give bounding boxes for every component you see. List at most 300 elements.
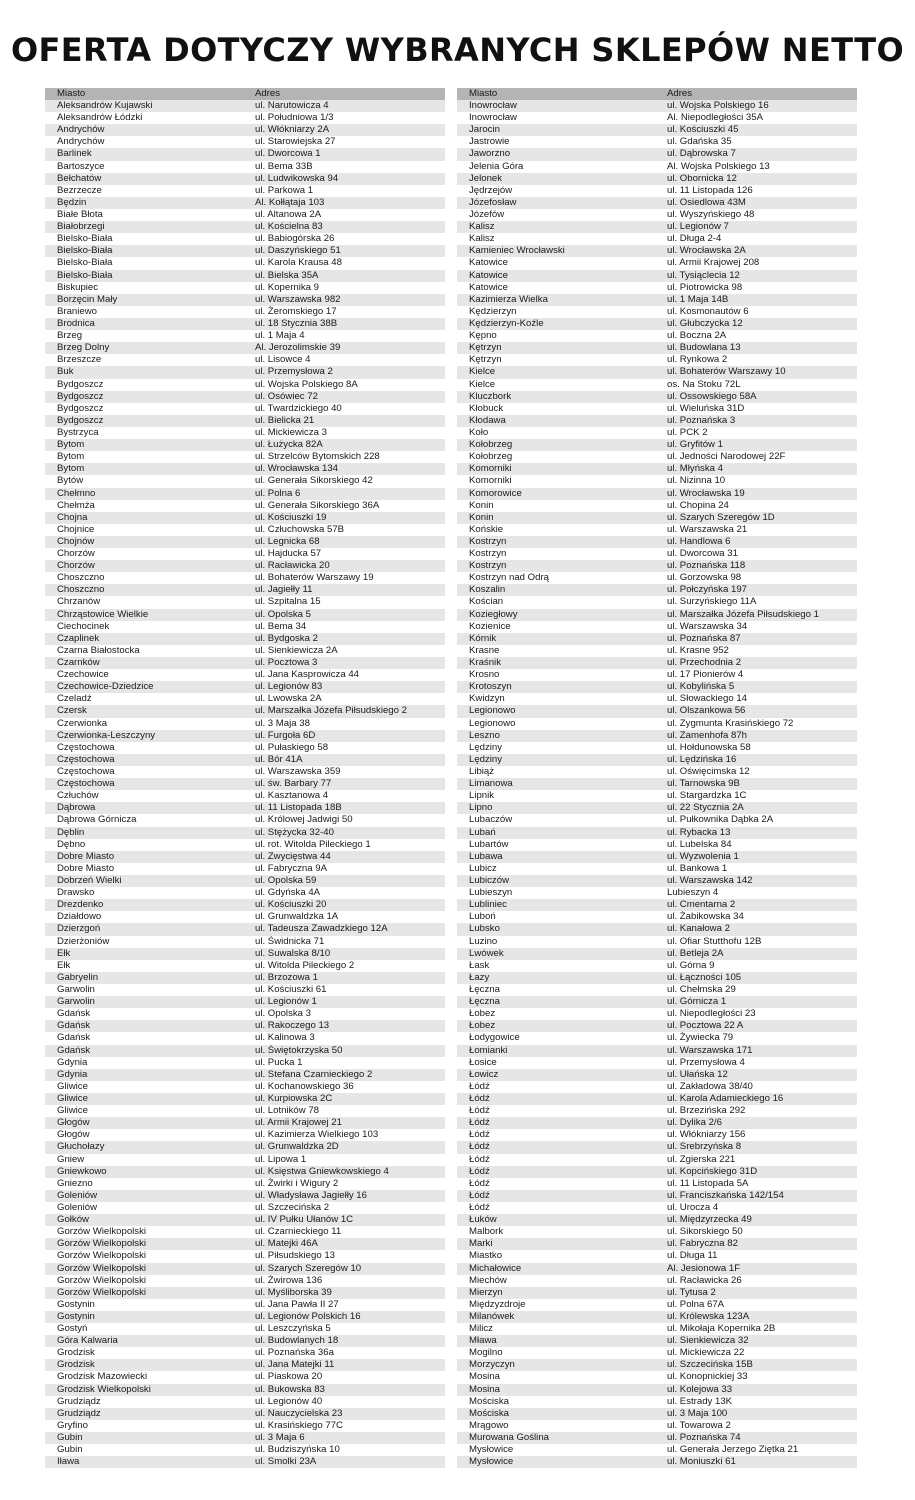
address-cell: ul. Smolki 23A bbox=[255, 1456, 317, 1468]
city-cell: Białobrzegi bbox=[57, 221, 105, 233]
table-row bbox=[457, 451, 857, 463]
city-cell: Luboń bbox=[469, 911, 496, 923]
city-cell: Koło bbox=[469, 426, 489, 438]
table-row bbox=[45, 814, 445, 826]
city-cell: Miastko bbox=[469, 1250, 503, 1262]
address-cell: ul. Starowiejska 27 bbox=[255, 136, 336, 148]
address-cell: ul. Kościuszki 45 bbox=[667, 124, 739, 136]
city-cell: Częstochowa bbox=[57, 741, 115, 753]
table-row bbox=[45, 1202, 445, 1214]
city-cell: Legionowo bbox=[469, 705, 516, 717]
city-cell: Kędzierzyn-Koźle bbox=[469, 317, 544, 329]
address-cell: ul. Kościuszki 61 bbox=[255, 983, 327, 995]
city-cell: Czersk bbox=[57, 705, 87, 717]
address-cell: ul. Łączności 105 bbox=[667, 971, 742, 983]
address-cell: ul. Dworcowa 1 bbox=[255, 148, 321, 160]
city-cell: Czeladź bbox=[57, 693, 92, 705]
table-row bbox=[45, 609, 445, 621]
city-cell: Łódź bbox=[469, 1092, 490, 1104]
address-cell: ul. Nauczycielska 23 bbox=[255, 1407, 343, 1419]
address-cell: ul. Jana Pawła II 27 bbox=[255, 1298, 339, 1310]
table-row bbox=[457, 475, 857, 487]
address-cell: ul. Pułkownika Dąbka 2A bbox=[667, 814, 774, 826]
address-cell: ul. Estrady 13K bbox=[667, 1395, 733, 1407]
table-row bbox=[45, 887, 445, 899]
table-row bbox=[45, 391, 445, 403]
city-cell: Komorowice bbox=[469, 487, 522, 499]
city-cell: Michałowice bbox=[469, 1262, 522, 1274]
table-row bbox=[457, 730, 857, 742]
table-row bbox=[45, 1371, 445, 1383]
table-row bbox=[45, 1299, 445, 1311]
table-row bbox=[45, 1141, 445, 1153]
address-cell: ul. Lipowa 1 bbox=[255, 1153, 307, 1165]
table-row bbox=[45, 754, 445, 766]
table-row bbox=[457, 1456, 857, 1468]
address-cell: ul. Głubczycka 12 bbox=[667, 317, 743, 329]
table-row bbox=[457, 718, 857, 730]
header-address: Adres bbox=[255, 88, 281, 99]
address-cell: ul. Suwalska 8/10 bbox=[255, 947, 331, 959]
table-row bbox=[45, 560, 445, 572]
table-row bbox=[457, 270, 857, 282]
table-row bbox=[457, 596, 857, 608]
table-row bbox=[457, 161, 857, 173]
city-cell: Gostynin bbox=[57, 1298, 95, 1310]
table-row bbox=[457, 379, 857, 391]
table-row bbox=[45, 1008, 445, 1020]
table-row bbox=[45, 270, 445, 282]
address-cell: ul. Legionów 83 bbox=[255, 681, 323, 693]
city-cell: Gabryelin bbox=[57, 971, 99, 983]
table-row bbox=[457, 572, 857, 584]
table-row bbox=[457, 197, 857, 209]
table-row bbox=[45, 451, 445, 463]
page-title: OFERTA DOTYCZY WYBRANYCH SKLEPÓW NETTO bbox=[10, 31, 905, 69]
address-cell: ul. Grunwaldzka 2D bbox=[255, 1141, 339, 1153]
city-cell: Gołków bbox=[57, 1214, 89, 1226]
city-cell: Choszczno bbox=[57, 584, 105, 596]
address-cell: ul. Kasztanowa 4 bbox=[255, 790, 329, 802]
address-cell: ul. Lwowska 2A bbox=[255, 693, 322, 705]
table-row bbox=[45, 1275, 445, 1287]
address-cell: ul. Pułaskiego 58 bbox=[255, 741, 329, 753]
city-cell: Łódź bbox=[469, 1189, 490, 1201]
address-cell: ul. Łużycka 82A bbox=[255, 439, 323, 451]
table-row bbox=[45, 1263, 445, 1275]
city-cell: Chojnów bbox=[57, 535, 95, 547]
city-cell: Gorzów Wielkopolski bbox=[57, 1226, 147, 1238]
city-cell: Garwolin bbox=[57, 996, 95, 1008]
table-row bbox=[45, 173, 445, 185]
address-cell: ul. Szpitalna 15 bbox=[255, 596, 321, 608]
city-cell: Kłodawa bbox=[469, 414, 506, 426]
table-row bbox=[457, 548, 857, 560]
city-cell: Inowrocław bbox=[469, 112, 517, 124]
address-cell: ul. Budowlanych 18 bbox=[255, 1335, 339, 1347]
city-cell: Luzino bbox=[469, 935, 498, 947]
table-row bbox=[457, 1287, 857, 1299]
address-cell: ul. Tadeusza Zawadzkiego 12A bbox=[255, 923, 388, 935]
table-row bbox=[457, 633, 857, 645]
city-cell: Gniewkowo bbox=[57, 1165, 107, 1177]
address-cell: ul. Fabryczna 82 bbox=[667, 1238, 738, 1250]
table-row bbox=[45, 366, 445, 378]
city-cell: Lędziny bbox=[469, 753, 503, 765]
city-cell: Borzęcin Mały bbox=[57, 293, 118, 305]
city-cell: Miechów bbox=[469, 1274, 507, 1286]
address-cell: ul. Legionów 40 bbox=[255, 1395, 323, 1407]
table-row bbox=[45, 778, 445, 790]
table-row bbox=[45, 439, 445, 451]
city-cell: Kielce bbox=[469, 378, 496, 390]
city-cell: Kluczbork bbox=[469, 390, 512, 402]
table-row bbox=[457, 1359, 857, 1371]
address-cell: ul. Warszawska 34 bbox=[667, 620, 748, 632]
table-row bbox=[457, 112, 857, 124]
city-cell: Jaworzno bbox=[469, 148, 511, 160]
address-cell: ul. Kochanowskiego 36 bbox=[255, 1080, 354, 1092]
city-cell: Łobez bbox=[469, 1008, 496, 1020]
city-cell: Grodzisk Mazowiecki bbox=[57, 1371, 148, 1383]
address-cell: ul. Długa 11 bbox=[667, 1250, 718, 1262]
address-cell: ul. Poznańska 87 bbox=[667, 632, 741, 644]
city-cell: Głogów bbox=[57, 1117, 90, 1129]
table-row bbox=[457, 1190, 857, 1202]
city-cell: Działdowo bbox=[57, 911, 102, 923]
city-cell: Gdynia bbox=[57, 1068, 88, 1080]
table-row bbox=[457, 1250, 857, 1262]
city-cell: Chrząstowice Wielkie bbox=[57, 608, 149, 620]
table-row bbox=[457, 1057, 857, 1069]
city-cell: Lwówek bbox=[469, 947, 504, 959]
table-row bbox=[45, 415, 445, 427]
table-row bbox=[457, 851, 857, 863]
table-row bbox=[457, 766, 857, 778]
address-cell: ul. Furgoła 6D bbox=[255, 729, 316, 741]
address-cell: ul. Międzyrzecka 49 bbox=[667, 1214, 752, 1226]
table-row bbox=[45, 1057, 445, 1069]
table-row bbox=[45, 972, 445, 984]
address-cell: ul. Lubelska 84 bbox=[667, 838, 732, 850]
city-cell: Łask bbox=[469, 959, 490, 971]
table-row bbox=[45, 475, 445, 487]
address-cell: ul. Jagiełły 11 bbox=[255, 584, 313, 596]
city-cell: Końskie bbox=[469, 523, 504, 535]
city-cell: Łuków bbox=[469, 1214, 497, 1226]
table-row bbox=[457, 1444, 857, 1456]
city-cell: Iława bbox=[57, 1456, 80, 1468]
city-cell: Mrągowo bbox=[469, 1419, 509, 1431]
table-row bbox=[457, 1020, 857, 1032]
address-cell: Al. Jerozolimskie 39 bbox=[255, 342, 341, 354]
table-header bbox=[457, 88, 857, 100]
address-cell: ul. Opolska 5 bbox=[255, 608, 311, 620]
city-cell: Dobrzeń Wielki bbox=[57, 875, 122, 886]
city-cell: Krosno bbox=[469, 669, 500, 681]
city-cell: Chełmża bbox=[57, 499, 95, 511]
table-row bbox=[45, 693, 445, 705]
table-row bbox=[457, 911, 857, 923]
city-cell: Krotoszyn bbox=[469, 681, 512, 693]
table-row bbox=[457, 1214, 857, 1226]
city-cell: Konin bbox=[469, 511, 494, 523]
address-cell: ul. Szarych Szeregów 10 bbox=[255, 1262, 362, 1274]
address-cell: ul. Daszyńskiego 51 bbox=[255, 245, 341, 257]
city-cell: Legionowo bbox=[469, 717, 516, 729]
city-cell: Lubliniec bbox=[469, 899, 507, 911]
address-cell: ul. Warszawska 21 bbox=[667, 523, 748, 535]
table-row bbox=[45, 621, 445, 633]
table-row bbox=[457, 1105, 857, 1117]
table-row bbox=[457, 960, 857, 972]
table-row bbox=[45, 1081, 445, 1093]
city-cell: Bielsko-Biała bbox=[57, 233, 113, 245]
table-row bbox=[457, 366, 857, 378]
city-cell: Będzin bbox=[57, 196, 87, 208]
city-cell: Mościska bbox=[469, 1407, 509, 1419]
address-cell: ul. Niepodległości 23 bbox=[667, 1008, 756, 1020]
table-row bbox=[45, 948, 445, 960]
address-cell: ul. Babiogórska 26 bbox=[255, 233, 335, 245]
table-row bbox=[457, 923, 857, 935]
city-cell: Katowice bbox=[469, 257, 508, 269]
table-row bbox=[457, 899, 857, 911]
address-cell: ul. Wojska Polskiego 16 bbox=[667, 100, 769, 111]
city-cell: Kwidzyn bbox=[469, 693, 505, 705]
address-cell: ul. Czarnieckiego 11 bbox=[255, 1226, 342, 1238]
table-row bbox=[457, 148, 857, 160]
address-cell: ul. Młyńska 4 bbox=[667, 463, 723, 475]
table-row bbox=[457, 1129, 857, 1141]
table-row bbox=[45, 718, 445, 730]
city-cell: Kalisz bbox=[469, 221, 495, 233]
address-cell: ul. 1 Maja 14B bbox=[667, 293, 729, 305]
address-cell: ul. Piłsudskiego 13 bbox=[255, 1250, 335, 1262]
table-row bbox=[457, 1420, 857, 1432]
city-cell: Lubartów bbox=[469, 838, 509, 850]
table-row bbox=[457, 1384, 857, 1396]
city-cell: Krasne bbox=[469, 644, 500, 656]
address-cell: ul. Wyszyńskiego 48 bbox=[667, 208, 755, 220]
header-city: Miasto bbox=[57, 88, 86, 99]
table-row bbox=[45, 1190, 445, 1202]
city-cell: Bytów bbox=[57, 475, 84, 487]
address-cell: ul. Szarych Szeregów 1D bbox=[667, 511, 775, 523]
city-cell: Łodygowice bbox=[469, 1032, 520, 1044]
address-cell: ul. Kazimierza Wielkiego 103 bbox=[255, 1129, 379, 1141]
address-cell: ul. Legionów Polskich 16 bbox=[255, 1310, 361, 1322]
address-cell: ul. Konopnickiej 33 bbox=[667, 1371, 748, 1383]
address-cell: ul. Srebrzyńska 8 bbox=[667, 1141, 742, 1153]
address-cell: ul. Warszawska 171 bbox=[667, 1044, 753, 1056]
city-cell: Buk bbox=[57, 366, 74, 378]
city-cell: Garwolin bbox=[57, 983, 95, 995]
table-row bbox=[457, 185, 857, 197]
city-cell: Bydgoszcz bbox=[57, 390, 104, 402]
city-cell: Gliwice bbox=[57, 1105, 88, 1117]
table-row bbox=[457, 1178, 857, 1190]
address-cell: ul. 18 Stycznia 38B bbox=[255, 317, 338, 329]
city-cell: Łódź bbox=[469, 1105, 490, 1117]
table-row bbox=[45, 645, 445, 657]
table-row bbox=[457, 1396, 857, 1408]
city-cell: Kostrzyn nad Odrą bbox=[469, 572, 549, 584]
city-cell: Gniew bbox=[57, 1153, 85, 1165]
city-cell: Łódź bbox=[469, 1141, 490, 1153]
city-cell: Łódź bbox=[469, 1129, 490, 1141]
address-cell: ul. Dąbrowska 7 bbox=[667, 148, 736, 160]
address-cell: ul. Włókniarzy 156 bbox=[667, 1129, 746, 1141]
address-cell: ul. Górna 9 bbox=[667, 959, 715, 971]
city-cell: Bystrzyca bbox=[57, 426, 99, 438]
city-cell: Komorniki bbox=[469, 475, 512, 487]
address-cell: ul. Rynkowa 2 bbox=[667, 354, 728, 366]
address-cell: ul. Budowlana 13 bbox=[667, 342, 741, 354]
city-cell: Lubicz bbox=[469, 862, 497, 874]
address-cell: ul. Budziszyńska 10 bbox=[255, 1444, 340, 1456]
address-cell: ul. Mickiewicza 3 bbox=[255, 426, 327, 438]
city-cell: Jelonek bbox=[469, 172, 503, 184]
table-row bbox=[45, 1238, 445, 1250]
table-row bbox=[45, 875, 445, 887]
table-row bbox=[457, 1141, 857, 1153]
address-cell: ul. Żeromskiego 17 bbox=[255, 305, 337, 317]
city-cell: Konin bbox=[469, 499, 494, 511]
address-cell: ul. Świętokrzyska 50 bbox=[255, 1044, 343, 1056]
city-cell: Bartoszyce bbox=[57, 160, 105, 172]
city-cell: Chorzów bbox=[57, 548, 95, 560]
city-cell: Bytom bbox=[57, 463, 85, 475]
city-cell: Kępno bbox=[469, 330, 497, 342]
table-row bbox=[45, 112, 445, 124]
table-row bbox=[457, 669, 857, 681]
city-cell: Bytom bbox=[57, 439, 85, 451]
city-cell: Dębno bbox=[57, 838, 86, 850]
city-cell: Mysłowice bbox=[469, 1456, 514, 1468]
table-row bbox=[45, 996, 445, 1008]
table-row bbox=[45, 403, 445, 415]
table-row bbox=[457, 403, 857, 415]
table-row bbox=[45, 839, 445, 851]
address-cell: ul. Kościuszki 20 bbox=[255, 899, 327, 911]
address-cell: ul. Betleja 2A bbox=[667, 947, 724, 959]
address-cell: ul. Rakoczego 13 bbox=[255, 1020, 330, 1032]
table-row bbox=[45, 596, 445, 608]
address-cell: ul. Królewska 123A bbox=[667, 1310, 750, 1322]
table-row bbox=[457, 560, 857, 572]
city-cell: Grodzisk bbox=[57, 1359, 95, 1371]
table-row bbox=[457, 1008, 857, 1020]
address-cell: ul. Mickiewicza 22 bbox=[667, 1347, 745, 1359]
city-cell: Czechowice bbox=[57, 669, 109, 681]
address-cell: ul. Mikołaja Kopernika 2B bbox=[667, 1323, 776, 1335]
address-cell: ul. Jedności Narodowej 22F bbox=[667, 451, 786, 463]
address-cell: ul. Cmentarna 2 bbox=[667, 899, 736, 911]
table-row bbox=[45, 245, 445, 257]
address-cell: ul. Człuchowska 57B bbox=[255, 523, 345, 535]
table-row bbox=[457, 342, 857, 354]
table-row bbox=[45, 790, 445, 802]
table-row bbox=[45, 1323, 445, 1335]
table-row bbox=[45, 730, 445, 742]
table-row bbox=[45, 863, 445, 875]
table-row bbox=[45, 960, 445, 972]
city-cell: Mysłowice bbox=[469, 1444, 514, 1456]
address-cell: ul. Przemysłowa 4 bbox=[667, 1056, 745, 1068]
address-cell: ul. Generała Sikorskiego 36A bbox=[255, 499, 380, 511]
city-cell: Brzeg bbox=[57, 330, 83, 342]
city-cell: Czarnków bbox=[57, 657, 100, 669]
city-cell: Lubsko bbox=[469, 923, 500, 935]
city-cell: Marki bbox=[469, 1238, 493, 1250]
address-cell: ul. Kopcińskiego 31D bbox=[667, 1165, 758, 1177]
city-cell: Chojnice bbox=[57, 523, 95, 535]
address-cell: ul. Handlowa 6 bbox=[667, 535, 731, 547]
city-cell: Goleniów bbox=[57, 1189, 97, 1201]
address-cell: ul. Grunwaldzka 1A bbox=[255, 911, 339, 923]
address-cell: ul. Włókniarzy 2A bbox=[255, 124, 330, 136]
address-cell: ul. Surzyńskiego 11A bbox=[667, 596, 757, 608]
table-row bbox=[45, 923, 445, 935]
address-cell: ul. Rybacka 13 bbox=[667, 826, 731, 838]
address-cell: ul. Hołdunowska 58 bbox=[667, 741, 751, 753]
address-cell: ul. Armii Krajowej 21 bbox=[255, 1117, 342, 1129]
table-row bbox=[45, 427, 445, 439]
address-cell: ul. Twardzickiego 40 bbox=[255, 402, 342, 414]
table-row bbox=[457, 173, 857, 185]
table-row bbox=[457, 609, 857, 621]
city-cell: Koziegłowy bbox=[469, 608, 518, 620]
city-cell: Andrychów bbox=[57, 124, 105, 136]
city-cell: Brzeszcze bbox=[57, 354, 102, 366]
address-cell: ul. Narutowicza 4 bbox=[255, 100, 329, 111]
city-cell: Gdańsk bbox=[57, 1008, 91, 1020]
city-cell: Komorniki bbox=[469, 463, 512, 475]
table-row bbox=[45, 1335, 445, 1347]
city-cell: Kędzierzyn bbox=[469, 305, 517, 317]
table-row bbox=[45, 936, 445, 948]
city-cell: Łódź bbox=[469, 1177, 490, 1189]
city-cell: Inowrocław bbox=[469, 100, 517, 111]
city-cell: Kostrzyn bbox=[469, 548, 507, 560]
table-row bbox=[457, 1432, 857, 1444]
address-cell: ul. Kanałowa 2 bbox=[667, 923, 730, 935]
table-row bbox=[45, 633, 445, 645]
city-cell: Bytom bbox=[57, 451, 85, 463]
address-cell: ul. Ofiar Stutthofu 12B bbox=[667, 935, 762, 947]
city-cell: Czarna Białostocka bbox=[57, 644, 140, 656]
city-cell: Grodzisk Wielkopolski bbox=[57, 1383, 151, 1395]
address-cell: ul. Ludwikowska 94 bbox=[255, 172, 339, 184]
address-cell: ul. IV Pułku Ułanów 1C bbox=[255, 1214, 354, 1226]
address-cell: ul. Pocztowa 3 bbox=[255, 657, 318, 669]
city-cell: Gdynia bbox=[57, 1056, 88, 1068]
table-row bbox=[457, 742, 857, 754]
address-cell: ul. 11 Listopada 18B bbox=[255, 802, 342, 814]
address-cell: ul. Kobylińska 5 bbox=[667, 681, 735, 693]
table-row bbox=[45, 1347, 445, 1359]
table-row bbox=[457, 318, 857, 330]
address-cell: ul. Brzezińska 292 bbox=[667, 1105, 746, 1117]
table-row bbox=[45, 536, 445, 548]
city-cell: Mława bbox=[469, 1335, 497, 1347]
table-row bbox=[45, 911, 445, 923]
address-cell: ul. Armii Krajowej 208 bbox=[667, 257, 760, 269]
table-row bbox=[457, 984, 857, 996]
address-cell: ul. Słowackiego 14 bbox=[667, 693, 747, 705]
address-cell: ul. Chełmska 29 bbox=[667, 983, 736, 995]
